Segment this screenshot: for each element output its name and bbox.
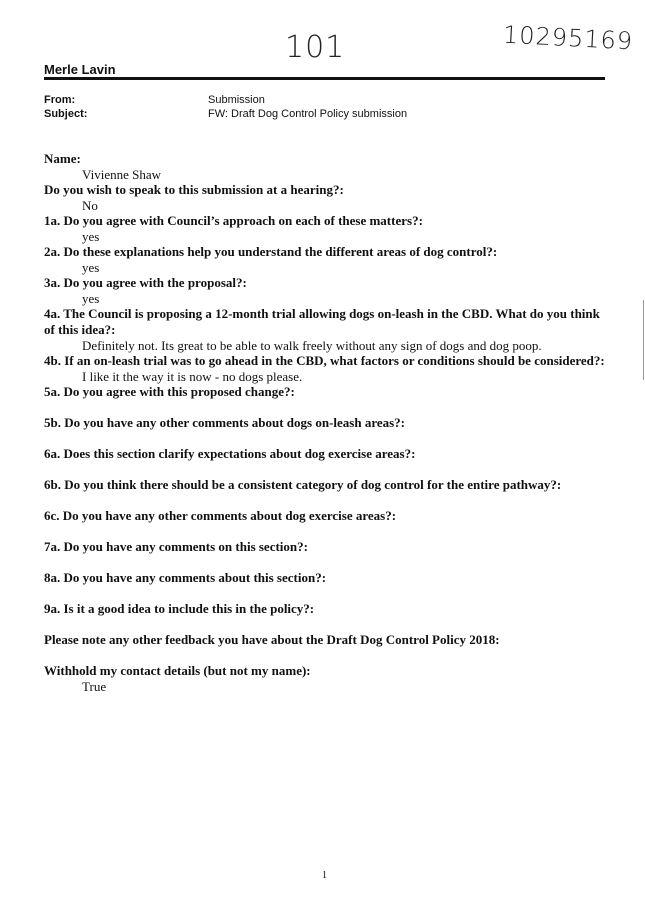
form-answer: Vivienne Shaw bbox=[82, 167, 162, 182]
answer-blank bbox=[44, 586, 610, 601]
from-value: Submission bbox=[208, 94, 265, 106]
answer-blank bbox=[44, 431, 610, 446]
subject-value: FW: Draft Dog Control Policy submission bbox=[208, 108, 408, 120]
form-question: Withhold my contact details (but not my name): bbox=[44, 663, 311, 678]
form-question: 6a. Does this section clarify expectations about dog exercise areas?: bbox=[44, 446, 416, 461]
answer-blank bbox=[44, 400, 610, 415]
form-answer: yes bbox=[82, 260, 100, 275]
form-question: Please note any other feedback you have about the Draft Dog Control Policy 2018: bbox=[44, 632, 500, 647]
form-question: 9a. Is it a good idea to include this in the policy?: bbox=[44, 601, 315, 616]
form-answer: yes bbox=[82, 229, 100, 244]
form-answer: I like it the way it is now - no dogs please. bbox=[82, 369, 303, 384]
header-divider bbox=[44, 77, 605, 80]
handwritten-id: 10295169 bbox=[502, 20, 634, 56]
subject-label: Subject: bbox=[44, 108, 88, 120]
answer-blank bbox=[44, 648, 610, 663]
form-question: 4a. The Council is proposing a 12-month trial allowing dogs on-leash in the CBD. What do you think of this idea?: bbox=[44, 306, 600, 337]
form-question: Name: bbox=[44, 151, 81, 166]
page-number: 1 bbox=[322, 870, 327, 881]
form-question: 5a. Do you agree with this proposed change?: bbox=[44, 384, 295, 399]
form-question: 2a. Do these explanations help you understand the different areas of dog control?: bbox=[44, 244, 498, 259]
submission-form bbox=[44, 151, 610, 694]
form-question: 3a. Do you agree with the proposal?: bbox=[44, 275, 247, 290]
answer-blank bbox=[44, 617, 610, 632]
form-answer: True bbox=[82, 679, 107, 694]
answer-blank bbox=[44, 462, 610, 477]
sender-name: Merle Lavin bbox=[44, 62, 116, 77]
form-answer: yes bbox=[82, 291, 100, 306]
form-question: 1a. Do you agree with Council’s approach on each of these matters?: bbox=[44, 213, 423, 228]
form-answer: No bbox=[82, 198, 98, 213]
form-answer: Definitely not. Its great to be able to walk freely without any sign of dogs and dog poop. bbox=[82, 338, 542, 353]
form-question: 8a. Do you have any comments about this section?: bbox=[44, 570, 327, 585]
form-question: 6b. Do you think there should be a consistent category of dog control for the entire pathway?: bbox=[44, 477, 562, 492]
answer-blank bbox=[44, 493, 610, 508]
form-question: 4b. If an on-leash trial was to go ahead in the CBD, what factors or conditions should be considered?: bbox=[44, 353, 605, 368]
form-question: 6c. Do you have any other comments about dog exercise areas?: bbox=[44, 508, 397, 523]
from-label: From: bbox=[44, 94, 76, 106]
form-question: 5b. Do you have any other comments about dogs on-leash areas?: bbox=[44, 415, 406, 430]
answer-blank bbox=[44, 524, 610, 539]
handwritten-number: 101 bbox=[285, 30, 346, 65]
form-question: Do you wish to speak to this submission at a hearing?: bbox=[44, 182, 344, 197]
answer-blank bbox=[44, 555, 610, 570]
form-question: 7a. Do you have any comments on this section?: bbox=[44, 539, 308, 554]
margin-mark bbox=[643, 300, 644, 380]
